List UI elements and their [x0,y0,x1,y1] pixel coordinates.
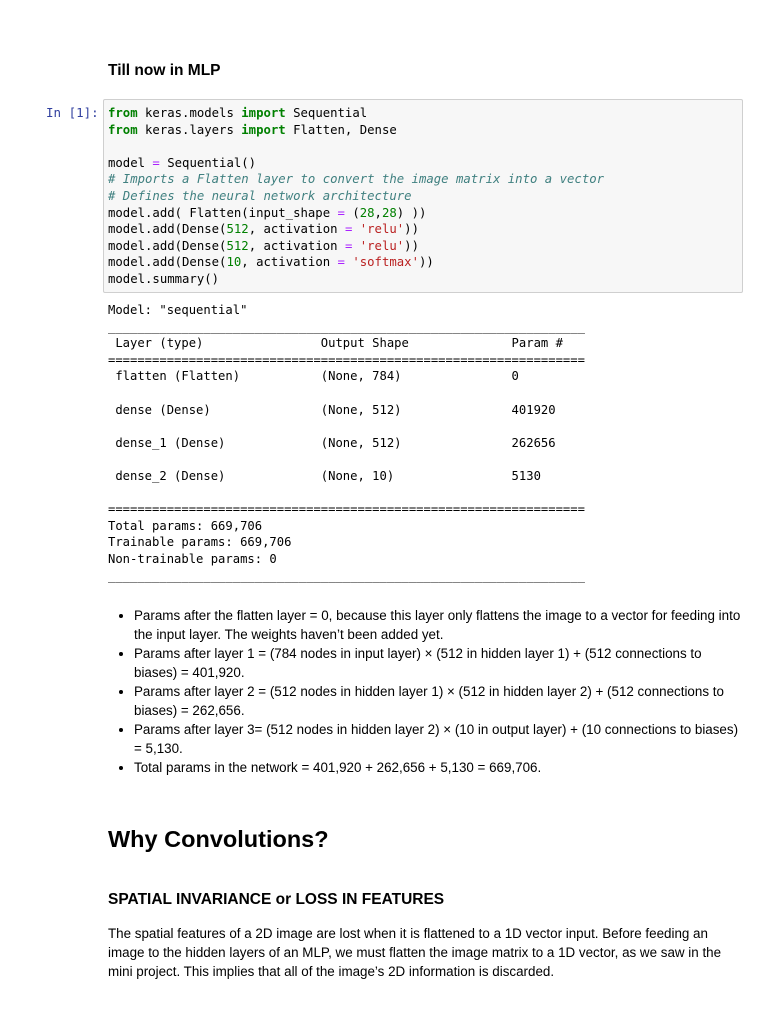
code-text: , activation [248,222,345,237]
code-text: Flatten, Dense [285,122,397,137]
string-literal: 'softmax' [352,255,419,270]
number-literal: 28 [381,205,397,220]
code-text: Sequential [285,106,368,120]
code-text [352,239,359,253]
code-text [352,222,359,236]
code-text: model.add(Dense( [108,238,227,253]
explanation-list [114,606,744,777]
code-text: model.add(Dense( [108,222,227,237]
subsection-heading-spatial-invariance: SPATIAL INVARIANCE or LOSS IN FEATURES [108,891,445,908]
list-item: • Params after layer 3= (512 nodes in hidden layer 2) × (10 in output layer) + (10 connections to biases) = 5,130. [134,720,744,758]
number-literal: 512 [226,222,249,237]
operator: = [344,238,353,253]
keyword: from [108,106,138,120]
number-literal: 512 [226,238,249,253]
code-text: model.add(Dense( [108,255,227,270]
keyword: import [241,106,286,120]
body-paragraph: The spatial features of a 2D image are lost when it is flattened to a 1D vector input. Before feeding an image to the hidden layers of an MLP, we must flatten the image matrix to a 1D vector, as we saw in the mini project. This implies that all of the image’s 2D information is discarded. [108,926,722,979]
operator: = [152,155,160,170]
code-text: , [374,205,382,220]
number-literal: 10 [226,255,242,270]
code-text: ( [344,205,360,220]
code-text: )) [404,238,419,253]
code-text: )) [404,222,419,237]
list-item: • Total params in the network = 401,920 + 262,656 + 5,130 = 669,706. [134,758,744,777]
string-literal: 'relu' [359,222,405,237]
code-text: model.add( Flatten(input_shape [108,205,338,220]
code-editor[interactable] [108,105,604,288]
number-literal: 28 [359,205,375,220]
operator: = [344,222,353,237]
list-item: • Params after layer 2 = (512 nodes in hidden layer 1) × (512 in hidden layer 2) + (512 connections to biases) = 262,656. [134,682,744,720]
code-text: model.summary() [108,271,220,286]
code-text: ) )) [396,205,427,220]
section-heading-why-convolutions: Why Convolutions? [108,826,329,852]
code-text: keras.layers [137,122,242,137]
code-text: )) [418,255,434,270]
operator: = [337,205,345,220]
keyword: from [108,122,138,137]
code-text: model [108,155,153,170]
code-comment: # Imports a Flatten layer to convert the image matrix into a vector [108,172,605,187]
keyword: import [241,122,286,137]
cell-output: Model: "sequential" _________________________________________________________________ Layer (type) Output Shape Param # ================================================================= flatten (Flatten) (None, 784) 0 dense (Dense) (None, 512) 401920 dense_1 (Dense) (None, 512) 262656 dense_2 (Dense) (None, 10) 5130 ================================================================= Total params: 669,706 Trainable params: 669,706 Non-trainable params: 0 _________________________________________________________________ [108,303,585,583]
section-heading-mlp: Till now in MLP [108,62,221,79]
code-text: , activation [248,238,345,253]
string-literal: 'relu' [359,238,405,253]
code-text: Sequential() [159,155,257,170]
code-text: keras.models [137,106,242,120]
cell-prompt: In [1]: [46,105,99,120]
list-item: • Params after the flatten layer = 0, because this layer only flattens the image to a vector for feeding into the input layer. The weights haven’t been added yet. [134,606,744,644]
code-text: , activation [241,255,338,270]
operator: = [337,255,345,270]
code-comment: # Defines the neural network architecture [108,188,412,203]
list-item: • Params after layer 1 = (784 nodes in input layer) × (512 in hidden layer 1) + (512 connections to biases) = 401,920. [134,644,744,682]
code-cell[interactable] [103,99,743,293]
